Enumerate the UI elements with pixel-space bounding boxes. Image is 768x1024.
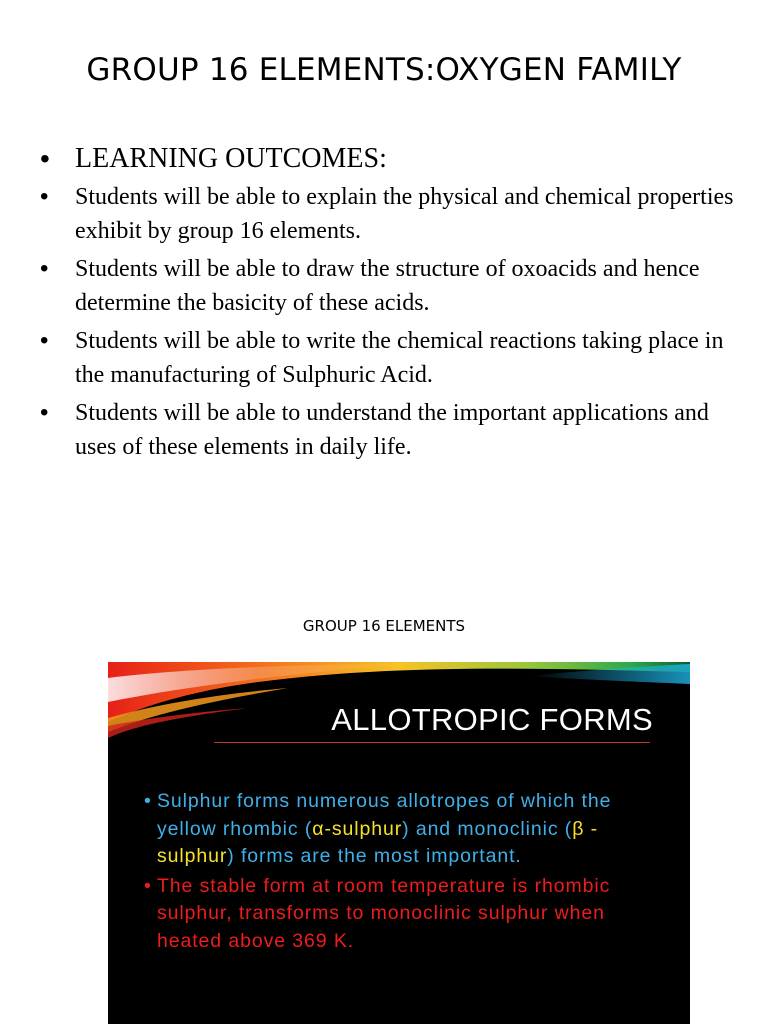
bullet-text-part: ) and monoclinic ( (402, 817, 573, 840)
list-item (40, 180, 740, 248)
sulphur-highlight: sulphur (157, 845, 228, 867)
learning-outcomes-heading-text: LEARNING OUTCOMES: (75, 143, 387, 174)
bullet-text-part: Sulphur forms numerous allotropes of which the (157, 790, 612, 812)
section-label: GROUP 16 ELEMENTS (302, 617, 466, 635)
alpha-sulphur-highlight: α-sulphur (312, 817, 403, 840)
embedded-bullet-blue (144, 788, 664, 871)
bullet-icon: • (40, 399, 49, 426)
bullet-icon: • (40, 327, 49, 354)
beta-sulphur-highlight: β - (572, 817, 599, 840)
bullet-icon: • (40, 255, 49, 282)
embedded-slide-title: ALLOTROPIC FORMS (331, 702, 653, 737)
bullet-icon: • (144, 874, 152, 897)
embedded-slide-body (144, 788, 664, 957)
page-title: GROUP 16 ELEMENTS:OXYGEN FAMILY (86, 52, 682, 88)
list-item-text: Students will be able to explain the physical and chemical properties exhibit by group 16 elements. (75, 184, 734, 244)
bullet-text-part: yellow rhombic ( (157, 817, 313, 840)
list-item (40, 252, 740, 320)
embedded-slide-image (108, 658, 690, 1024)
learning-outcomes-list (40, 140, 740, 468)
embedded-bullet-red (144, 873, 664, 956)
list-item-text: Students will be able to draw the structure of oxoacids and hence determine the basicity of these acids. (75, 256, 700, 316)
learning-outcomes-heading (40, 140, 740, 178)
bullet-icon: • (40, 183, 49, 210)
list-item (40, 396, 740, 464)
bullet-text-part: ) forms are the most important. (227, 845, 522, 867)
bullet-icon: • (40, 143, 50, 174)
bullet-icon: • (144, 790, 152, 812)
list-item-text: Students will be able to understand the important applications and uses of these elements in daily life. (75, 400, 709, 460)
bullet-text: The stable form at room temperature is rhombic sulphur, transforms to monoclinic sulphur when heated above 369 K. (157, 874, 611, 952)
list-item-text: Students will be able to write the chemical reactions taking place in the manufacturing of Sulphuric Acid. (75, 328, 724, 388)
title-underline-divider (214, 742, 650, 743)
list-item (40, 324, 740, 392)
